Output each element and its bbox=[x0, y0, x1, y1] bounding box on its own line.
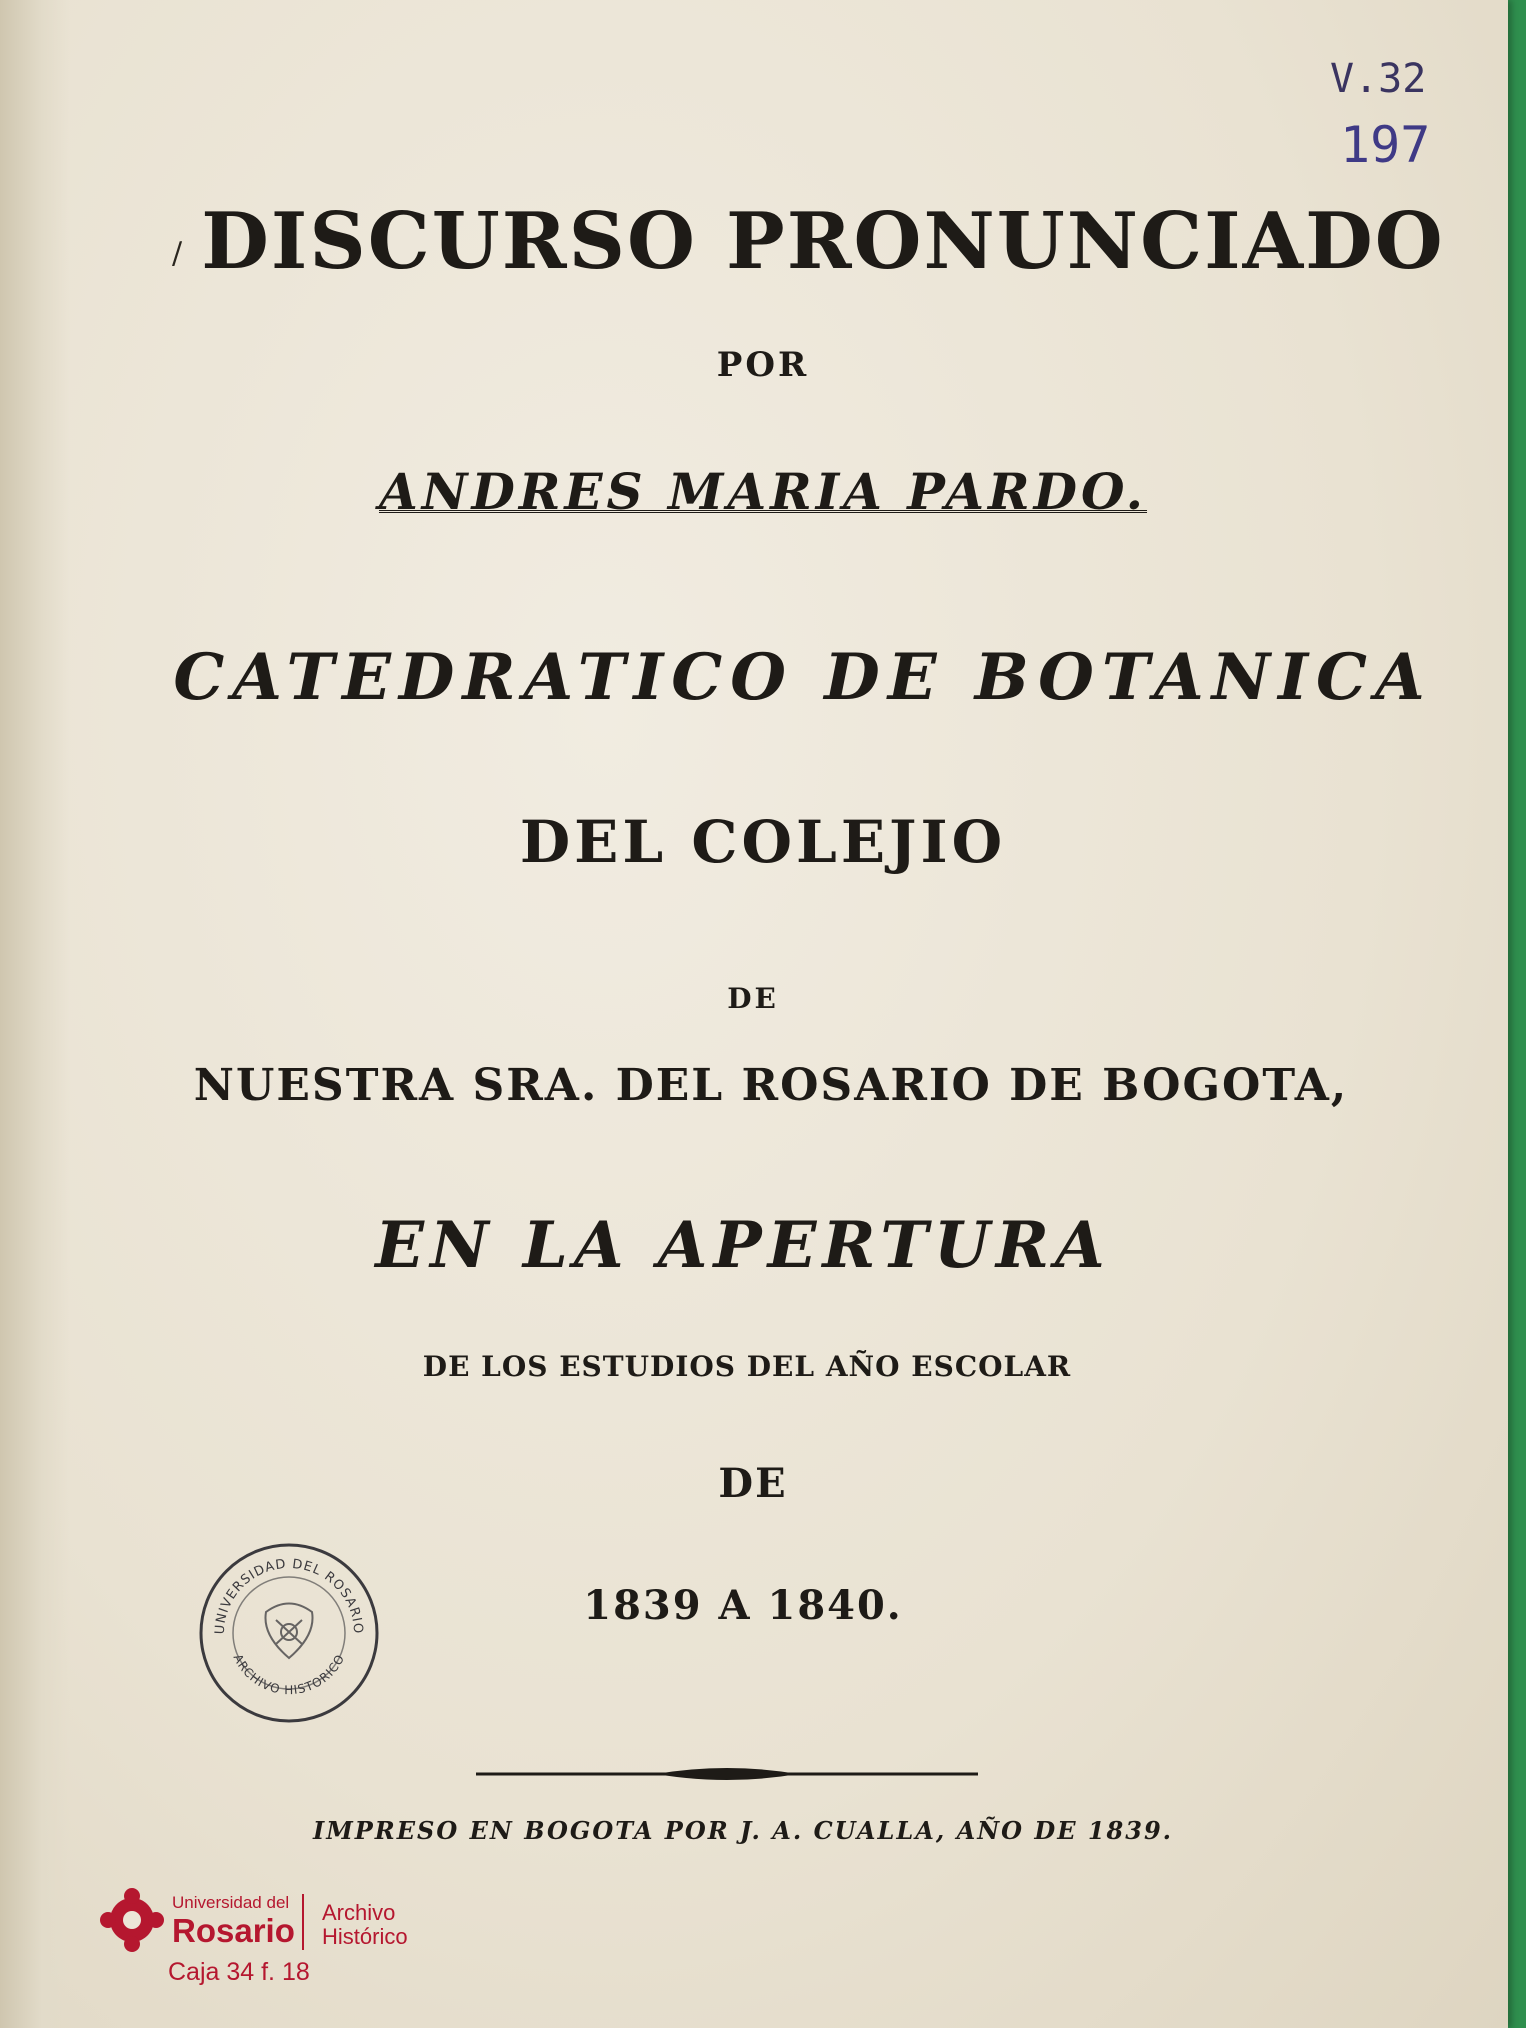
school-year: 1839 A 1840. bbox=[583, 1582, 903, 1629]
margin-mark: / bbox=[172, 236, 183, 271]
logo-divider bbox=[302, 1894, 304, 1950]
author-name: ANDRES MARIA PARDO. bbox=[378, 462, 1148, 521]
college-line: DEL COLEJIO bbox=[519, 808, 1007, 876]
author-position: CATEDRATICO DE BOTANICA bbox=[173, 640, 1433, 715]
logo-university-line: Universidad del bbox=[172, 1893, 290, 1912]
studies-line: DE LOS ESTUDIOS DEL AÑO ESCOLAR bbox=[422, 1350, 1072, 1383]
title-line-de-2: DE bbox=[718, 1460, 788, 1507]
occasion-line: EN LA APERTURA bbox=[375, 1208, 1111, 1283]
handwritten-volume: V.32 bbox=[1330, 56, 1427, 102]
stamp-text-top: UNIVERSIDAD DEL ROSARIO bbox=[212, 1556, 366, 1635]
title-line-1: DISCURSO PRONUNCIADO bbox=[201, 196, 1445, 287]
logo-archivo: Archivo bbox=[322, 1900, 396, 1925]
crest-icon bbox=[265, 1604, 312, 1659]
title-line-de: DE bbox=[727, 982, 779, 1015]
ornamental-rule bbox=[476, 1764, 978, 1784]
logo-historico: Histórico bbox=[322, 1924, 408, 1949]
stamp-text-bottom: ARCHIVO HISTORICO bbox=[230, 1651, 348, 1698]
archive-stamp bbox=[196, 1540, 382, 1726]
handwritten-number: 197 bbox=[1340, 116, 1431, 174]
box-reference: Caja 34 f. 18 bbox=[168, 1958, 310, 1986]
logo-rosario: Rosario bbox=[172, 1912, 295, 1949]
title-line-2: POR bbox=[716, 345, 810, 385]
institution-line: NUESTRA SRA. DEL ROSARIO DE BOGOTA, bbox=[193, 1060, 1349, 1111]
rosario-crest-icon bbox=[92, 1886, 172, 1956]
imprint-line: IMPRESO EN BOGOTA POR J. A. CUALLA, AÑO DE 1839. bbox=[312, 1816, 1174, 1845]
